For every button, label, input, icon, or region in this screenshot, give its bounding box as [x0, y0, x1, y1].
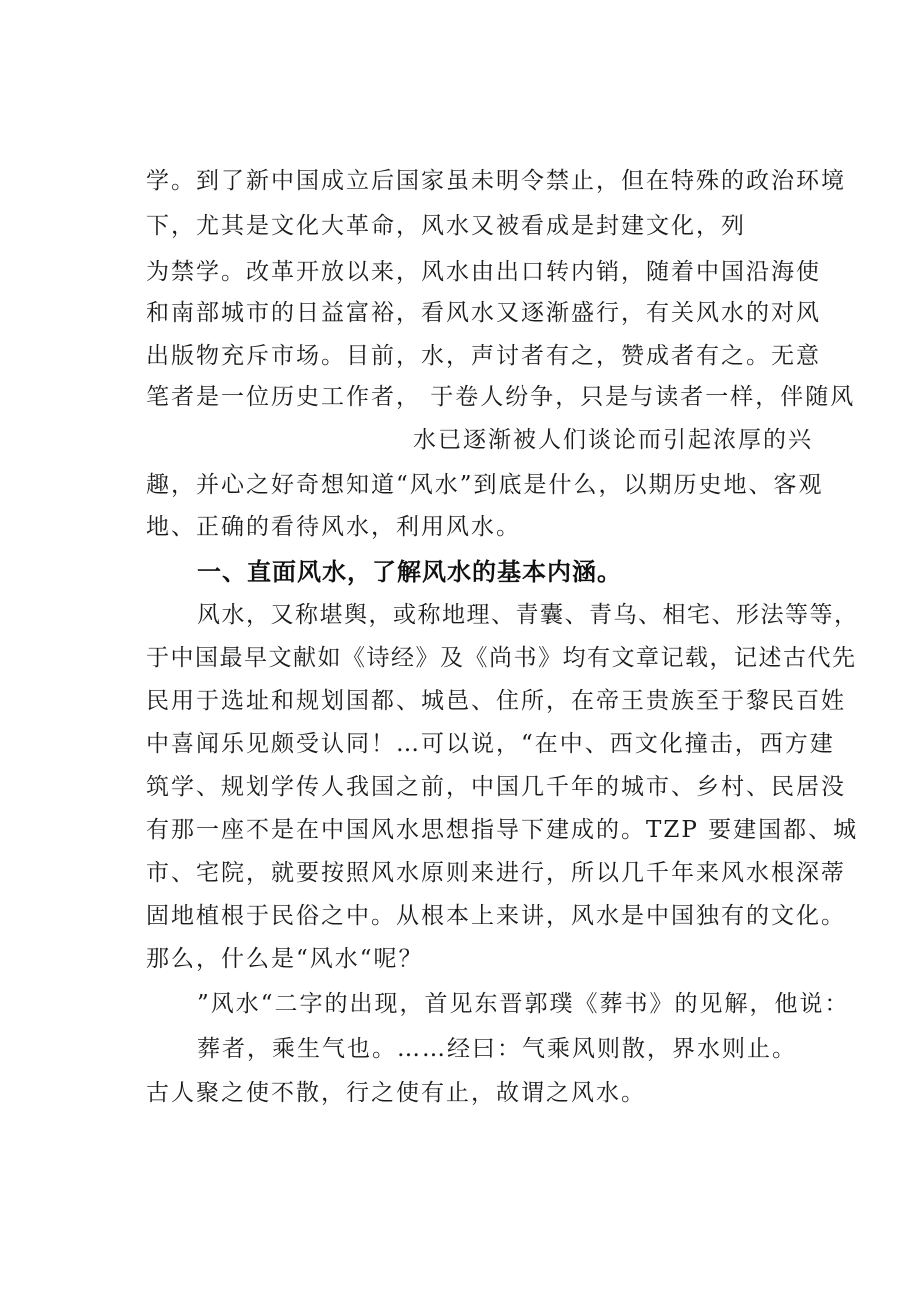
text-line: 中喜闻乐见颇受认同！…可以说，“在中、西文化撞击，西方建: [146, 731, 835, 757]
text-line: ”风水“二字的出现，首见东晋郭璞《葬书》的见解，他说：: [197, 991, 850, 1017]
text-line: 风水，又称堪舆，或称地理、青囊、青乌、相宅、形法等等，: [197, 602, 859, 628]
text-line: 学。到了新中国成立后国家虽未明令禁止，但在特殊的政治环境: [146, 168, 846, 194]
text-line: 于中国最早文献如《诗经》及《尚书》均有文章记载，记述古代先: [146, 645, 857, 671]
text-line: 葬者，乘生气也。……经曰：气乘风则散，界水则止。: [197, 1036, 797, 1062]
text-line: 下，尤其是文化大革命，风水又被看成是封建文化，列: [146, 213, 746, 239]
section-heading: 一、直面风水，了解风水的基本内涵。: [197, 558, 622, 586]
text-line: 趣，并心之好奇想知道“风水”到底是什么，以期历史地、客观: [146, 472, 824, 498]
text-line: 和南部城市的日益富裕，看风水又逐渐盛行，有关风水的对风: [146, 300, 821, 326]
text-line: 出版物充斥市场。目前，水，声讨者有之，赞成者有之。无意: [146, 343, 821, 369]
text-line: 固地植根于民俗之中。从根本上来讲，风水是中国独有的文化。: [146, 903, 846, 929]
text-line: 为禁学。改革开放以来，风水由出口转内销，随着中国沿海使: [146, 259, 821, 285]
text-line: 古人聚之使不散，行之使有止，故谓之风水。: [146, 1080, 646, 1106]
text-line: 地、正确的看待风水，利用风水。: [146, 514, 521, 540]
text-line: 有那一座不是在中国风水思想指导下建成的。TZP 要建国都、城: [146, 817, 859, 843]
text-line: 民用于选址和规划国都、城邑、住所，在帝王贵族至于黎民百姓: [146, 688, 846, 714]
text-line: 市、宅院，就要按照风水原则来进行，所以几千年来风水根深蒂: [146, 860, 846, 886]
text-line: 水已逐渐被人们谈论而引起浓厚的兴: [413, 427, 813, 453]
text-line: 那么，什么是“风水“呢？: [146, 946, 424, 972]
text-line: 筑学、规划学传人我国之前，中国几千年的城市、乡村、民居没: [146, 774, 846, 800]
text-line: 笔者是一位历史工作者， 于卷人纷争，只是与读者一样，伴随风: [146, 384, 856, 410]
